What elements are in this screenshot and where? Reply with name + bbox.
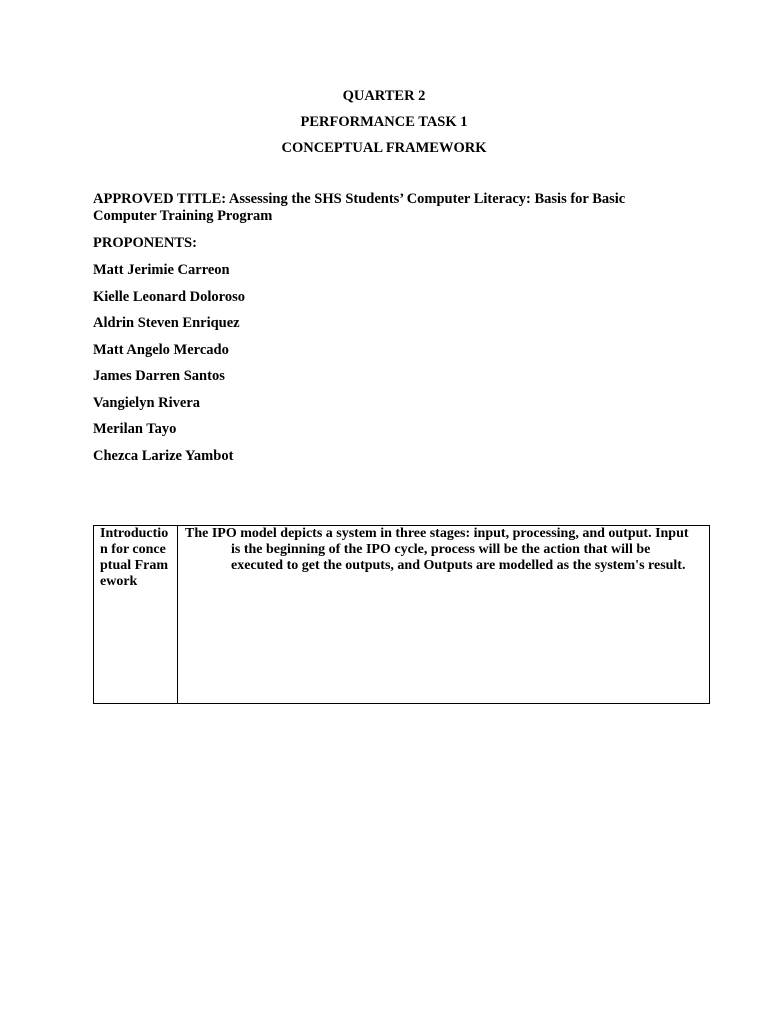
proponent-name: Matt Jerimie Carreon xyxy=(93,262,230,278)
table-label-cell xyxy=(94,526,178,704)
table-label-text: Introduction for conceptual Framework xyxy=(100,526,169,589)
proponent-name: Kielle Leonard Doloroso xyxy=(93,288,245,305)
proponent-name: James Darren Santos xyxy=(93,368,225,384)
table-body-text: The IPO model depicts a system in three stages: input, processing, and output. Input is the beginning of the IPO cycle, process will be the action that will be executed to get the outputs, and Outputs are modelled as the system's result. xyxy=(185,526,689,573)
ipo-table xyxy=(93,525,710,704)
approved-title: APPROVED TITLE: Assessing the SHS Students’ Computer Literacy: Basis for Basic Computer Training Program xyxy=(93,191,626,224)
proponent-name: Matt Angelo Mercado xyxy=(93,341,229,358)
table-row xyxy=(94,526,710,704)
proponents-list xyxy=(93,261,245,473)
proponent-name: Aldrin Steven Enriquez xyxy=(93,315,240,331)
proponent-name: Vangielyn Rivera xyxy=(93,394,201,411)
table-body-cell xyxy=(178,526,710,704)
quarter-heading: QUARTER 2 xyxy=(342,88,426,104)
proponent-name: Merilan Tayo xyxy=(93,421,177,437)
performance-task-heading: PERFORMANCE TASK 1 xyxy=(300,114,468,130)
proponent-name: Chezca Larize Yambot xyxy=(93,447,234,464)
conceptual-framework-heading: CONCEPTUAL FRAMEWORK xyxy=(281,140,487,156)
proponents-label: PROPONENTS: xyxy=(93,235,197,251)
